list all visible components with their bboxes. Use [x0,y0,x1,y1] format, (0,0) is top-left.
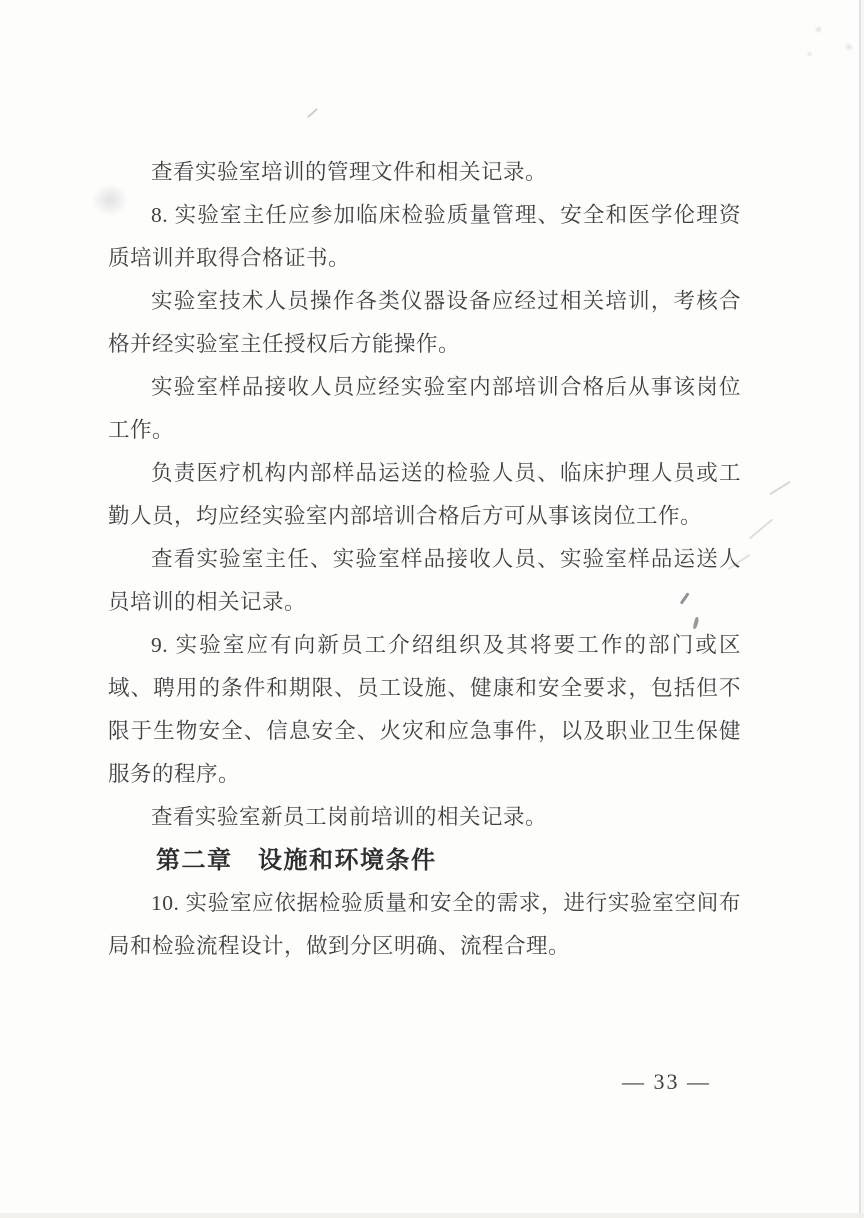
body-paragraph: 实验室技术人员操作各类仪器设备应经过相关培训，考核合格并经实验室主任授权后方能操作。 [108,289,741,356]
body-paragraph: 查看实验室培训的管理文件和相关记录。 [151,160,548,184]
body-paragraph: 负责医疗机构内部样品运送的检验人员、临床护理人员或工勤人员，均应经实验室内部培训合格后方可从事该岗位工作。 [108,461,741,528]
scan-scratch-artifact [749,519,773,540]
body-paragraph: 9. 实验室应有向新员工介绍组织及其将要工作的部门或区域、聘用的条件和期限、员工设施、健康和安全要求，包括但不限于生物安全、信息安全、火灾和应急事件，以及职业卫生保健服务的程序。 [108,633,741,786]
scan-speck-artifact [844,43,854,51]
body-paragraph: 8. 实验室主任应参加临床检验质量管理、安全和医学伦理资质培训并取得合格证书。 [108,203,741,270]
document-body [108,151,741,968]
body-paragraph: 实验室样品接收人员应经实验室内部培训合格后从事该岗位工作。 [108,375,741,442]
chapter-heading: 第二章 设施和环境条件 [156,847,437,874]
page-number: — 33 — [622,1069,711,1094]
scan-bottom-edge [0,1213,864,1218]
scan-tick-artifact [307,108,318,118]
body-paragraph: 10. 实验室应依据检验质量和安全的需求，进行实验室空间布局和检验流程设计，做到分区明确、流程合理。 [108,891,741,958]
body-paragraph: 查看实验室主任、实验室样品接收人员、实验室样品运送人员培训的相关记录。 [108,547,741,614]
scan-speck-artifact [806,51,813,57]
scan-speck-artifact [814,26,823,33]
scan-edge-line [859,0,861,1218]
body-paragraph: 查看实验室新员工岗前培训的相关记录。 [151,805,548,829]
scan-scratch-artifact [769,481,790,495]
